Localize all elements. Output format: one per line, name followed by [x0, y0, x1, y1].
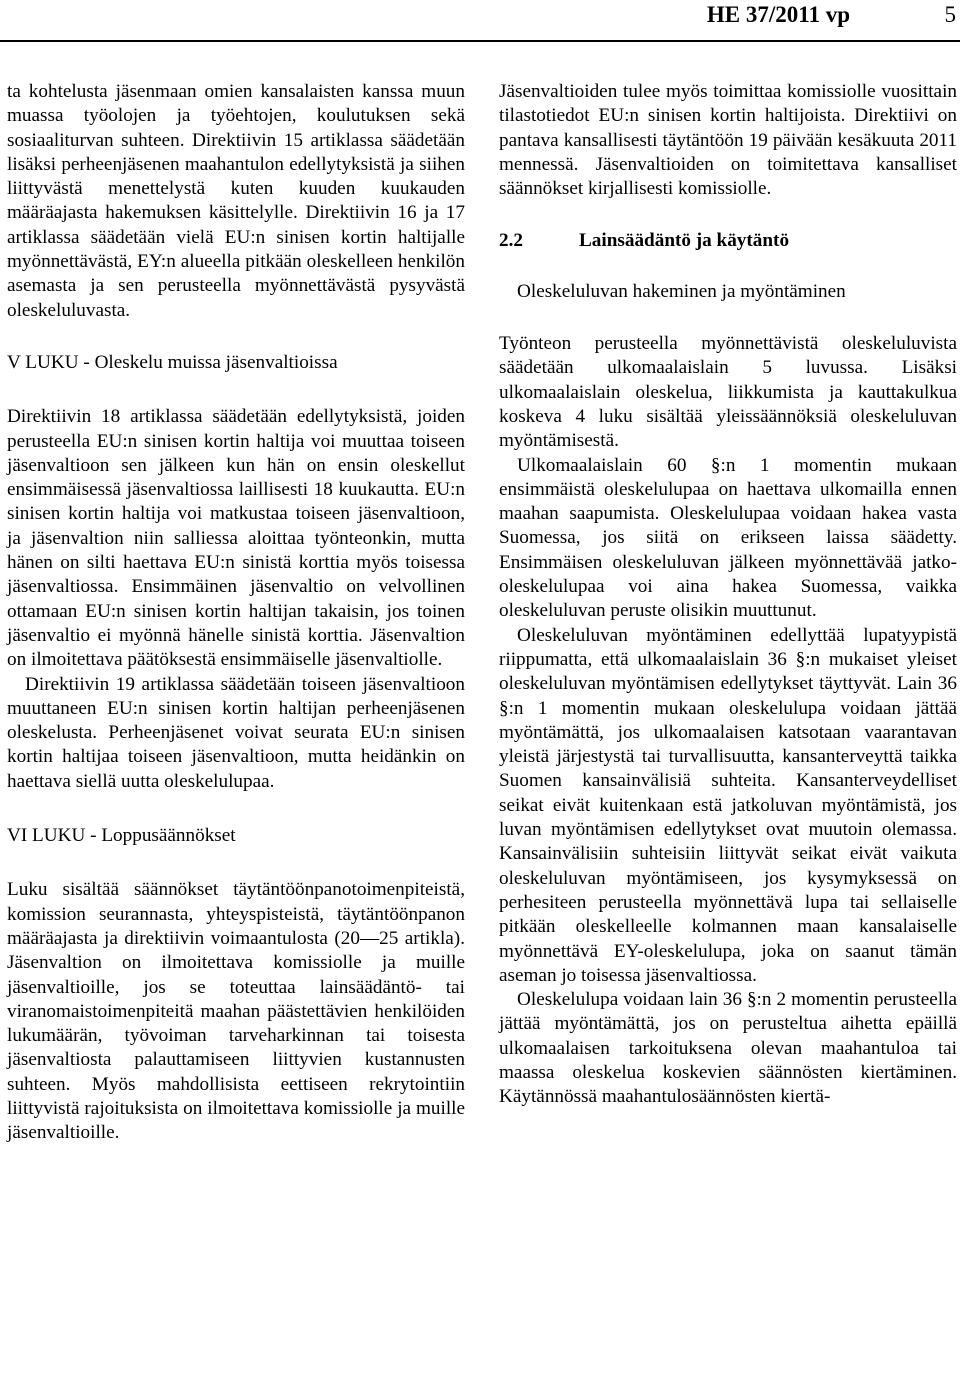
left-column [7, 80, 465, 1146]
right-paragraph-1: Jäsenvaltioiden tulee myös toimittaa komissiolle vuosittain tilastotiedot EU:n sinisen kortin haltijoista. Direktiivi on pantava kansallisesti täytäntöön 19 päivään kesäkuuta 2011 mennessä. Jäsenvaltioiden on toimitettava kansalliset säännökset kirjallisesti komissiolle. [499, 81, 957, 200]
left-paragraph-1: ta kohtelusta jäsenmaan omien kansalaisten kanssa muun muassa työolojen ja työehtojen, koulutuksen sekä sosiaaliturvan suhteen. Direktiivin 15 artiklassa säädetään lisäksi perheenjäsenen maahantulon edellytyksistä ja siihen liittyvästä menettelystä kuten kuuden kuukauden määräajasta hakemuksen käsittelylle. Direktiivin 16 ja 17 artiklassa säädetään vielä EU:n sinisen kortin haltijalle myönnettävästä, EY:n alueella pitkään oleskelleen henkilön asemasta ja sen perusteella myönnettävästä pysyvästä oleskeluluvasta. [7, 81, 465, 321]
section-heading [499, 229, 957, 253]
page-number: 5 [944, 2, 956, 27]
right-paragraph-5: Oleskelulupa voidaan lain 36 §:n 2 momentin perusteella jättää myöntämättä, jos on perusteltua aihetta epäillä ulkomaalaisen tarkoituksena olevan maahantuloa tai maassa oleskelua koskevien säännösten kiertäminen. Käytännössä maahantulosäännösten kiertä- [499, 989, 957, 1108]
chapter-heading-v: V LUKU - Oleskelu muissa jäsenvaltioissa [7, 351, 338, 373]
left-paragraph-4: Luku sisältää säännökset täytäntöönpanotoimenpiteistä, komission seurannasta, yhteyspisteistä, täytäntöönpanon määräajasta ja direktiivin voimaantulosta (20—25 artikla). Jäsenvaltion on ilmoitettava komissiolle ja muille jäsenvaltioille, jos se toteuttaa lainsäädäntö- tai viranomaistoimenpiteitä maahan päästettävien henkilöiden lukumäärän, työvoiman tarveharkinnan tai toisesta jäsenvaltiosta palauttamiseen liittyvien kustannusten suhteen. Myös mahdollisista eettiseen rekrytointiin liittyvistä rajoituksista on ilmoitettava komissiolle ja muille jäsenvaltioille. [7, 879, 465, 1144]
right-column [499, 80, 957, 1110]
right-paragraph-2: Työnteon perusteella myönnettävistä oleskeluluvista säädetään ulkomaalaislain 5 luvussa. Lisäksi ulkomaalaislain oleskelua, liikkumista ja kauttakulkua koskeva 4 luku sisältää yleissäännöksiä oleskeluluvan myöntämisestä. [499, 333, 957, 452]
subheading: Oleskeluluvan hakeminen ja myöntäminen [517, 280, 846, 302]
left-paragraph-2: Direktiivin 18 artiklassa säädetään edellytyksistä, joiden perusteella EU:n sinisen kortin haltija voi muuttaa toiseen jäsenvaltioon sen jälkeen kun hän on ensin oleskellut ensimmäisessä jäsenvaltiossa laillisesti 18 kuukautta. EU:n sinisen kortin haltija voi matkustaa toiseen jäsenvaltioon, ja jäsenvaltion niin salliessa aloittaa työnteonkin, mutta hänen on silti haettava EU:n sinistä korttia myös toisessa jäsenvaltiossa. Ensimmäinen jäsenvaltio on velvollinen ottamaan EU:n sinisen kortin haltijan takaisin, jos toinen jäsenvaltio ei myönnä hänelle sinistä korttia. Jäsenvaltion on ilmoitettava päätöksestä ensimmäiselle jäsenvaltiolle. [7, 406, 465, 671]
header-rule [0, 40, 960, 42]
right-paragraph-4: Oleskeluluvan myöntäminen edellyttää lupatyypistä riippumatta, että ulkomaalaislain 36 §:n mukaiset yleiset oleskeluluvan myöntämisen edellytykset täyttyvät. Lain 36 §:n 1 momentin mukaan oleskelulupa voidaan jättää myöntämättä, jos ulkomaalaisen katsotaan vaarantavan yleistä järjestystä tai turvallisuutta, kansanterveyttä taikka Suomen kansainvälisiä suhteita. Kansanterveydelliset seikat eivät kuitenkaan estä jatkoluvan myöntämistä, jos luvan myöntämisen edellytykset ovat muutoin olemassa. Kansainvälisiin suhteisiin liittyvät seikat eivät vaikuta oleskeluluvan myöntämiseen, jos kysymyksessä on perhesiteen perusteella myönnettävä lupa tai sellaiselle pitkään oleskelleelle kolmannen maan kansalaiselle myönnettävä EY-oleskelulupa, joka on saanut tämän aseman jo toisessa jäsenvaltiossa. [499, 624, 957, 986]
chapter-heading-vi: VI LUKU - Loppusäännökset [7, 825, 236, 847]
document-id: HE 37/2011 vp [706, 2, 850, 27]
page-header [0, 0, 960, 34]
left-paragraph-3: Direktiivin 19 artiklassa säädetään toiseen jäsenvaltioon muuttaneen EU:n sinisen kortin haltijan perheenjäsenen oleskelusta. Perheenjäsenet voivat seurata EU:n sinisen kortin haltijaa toiseen jäsenvaltioon, mutta heidänkin on haettava siellä uutta oleskelulupaa. [7, 673, 465, 792]
section-number: 2.2 [499, 230, 523, 252]
section-title: Lainsäädäntö ja käytäntö [579, 230, 790, 252]
right-paragraph-3: Ulkomaalaislain 60 §:n 1 momentin mukaan ensimmäistä oleskelulupaa on haettava ulkomailla ennen maahan saapumista. Oleskelulupaa voidaan hakea vasta Suomessa, jos siitä on erikseen laissa säädetty. Ensimmäisen oleskeluluvan jälkeen myönnettävää jatko-oleskelulupaa voi aina hakea Suomessa, vaikka oleskeluluvan peruste olisikin muuttunut. [499, 454, 957, 622]
